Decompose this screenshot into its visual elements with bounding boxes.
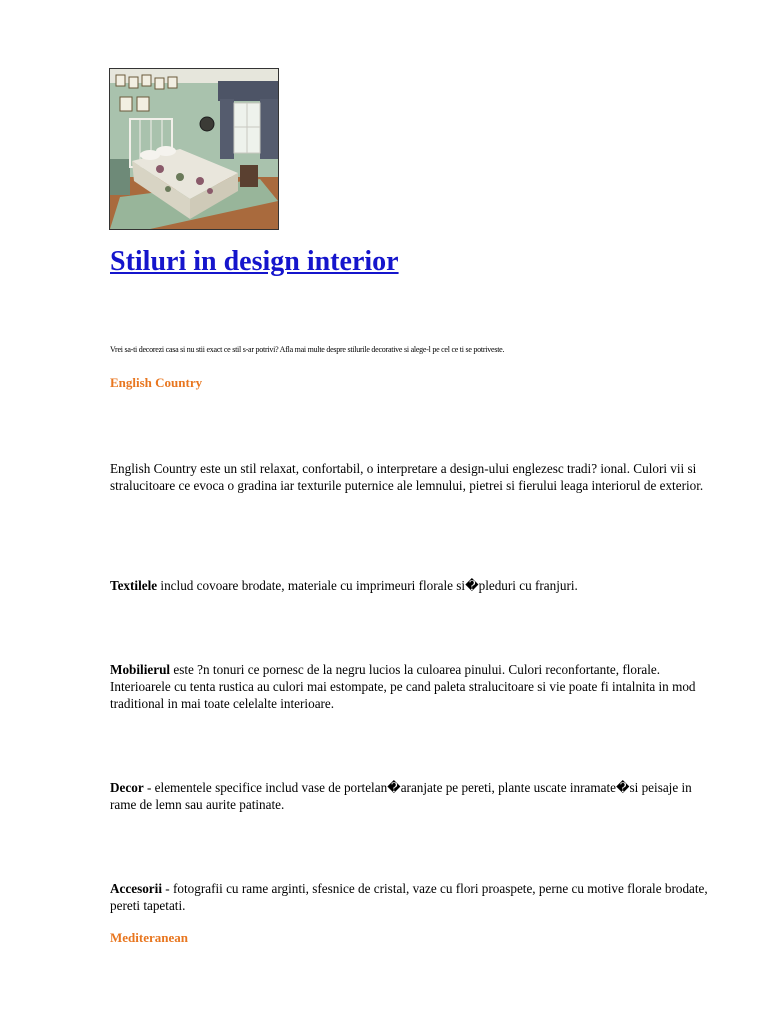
paragraph-body: includ covoare brodate, materiale cu imprimeuri florale si�pleduri cu franjuri. bbox=[157, 578, 578, 593]
section-title-english-country: English Country bbox=[110, 375, 203, 390]
paragraph-english-country: English Country este un stil relaxat, confortabil, o interpretare a design-ului englezesc tradi? ional. Culori vii si stralucitoare ce evoca o gradina iar texturile puternice ale lemnului, pietrei si fierului leaga interiorul de exterior. bbox=[110, 461, 704, 493]
bedroom-photo bbox=[109, 68, 279, 230]
paragraph-body: - elementele specifice includ vase de portelan�aranjate pe pereti, plante uscate inramate�si peisaje in rame de lemn sau aurite patinate. bbox=[110, 780, 692, 812]
paragraph-lead: Decor bbox=[110, 780, 144, 795]
intro-text: Vrei sa-ti decorezi casa si nu stii exact ce stil s-ar potrivi? Afla mai multe despre stilurile decorative si alege-l pe cel ce ti se potriveste. bbox=[110, 345, 505, 354]
paragraph-textile bbox=[110, 577, 712, 594]
paragraph-body: - fotografii cu rame arginti, sfesnice de cristal, vaze cu flori proaspete, perne cu motive florale brodate, pereti tapetati. bbox=[110, 881, 708, 913]
paragraph-mobilier bbox=[110, 661, 712, 712]
paragraph-lead: Textilele bbox=[110, 578, 158, 593]
paragraph-body: este ?n tonuri ce pornesc de la negru lucios la culoarea pinului. Culori reconfortante, florale. Interioarele cu tenta rustica au culori mai estompate, pe cand paleta stralucitoare si vie poate fi intalnita in mod traditional in mai toate celelalte interioare. bbox=[110, 662, 696, 711]
section-title-mediteranean: Mediteranean bbox=[110, 930, 188, 945]
paragraph-accesorii bbox=[110, 880, 712, 914]
paragraph-lead: Accesorii bbox=[110, 881, 162, 896]
paragraph-decor bbox=[110, 779, 712, 813]
page-title[interactable]: Stiluri in design interior bbox=[110, 246, 399, 277]
paragraph-lead: Mobilierul bbox=[110, 662, 171, 677]
